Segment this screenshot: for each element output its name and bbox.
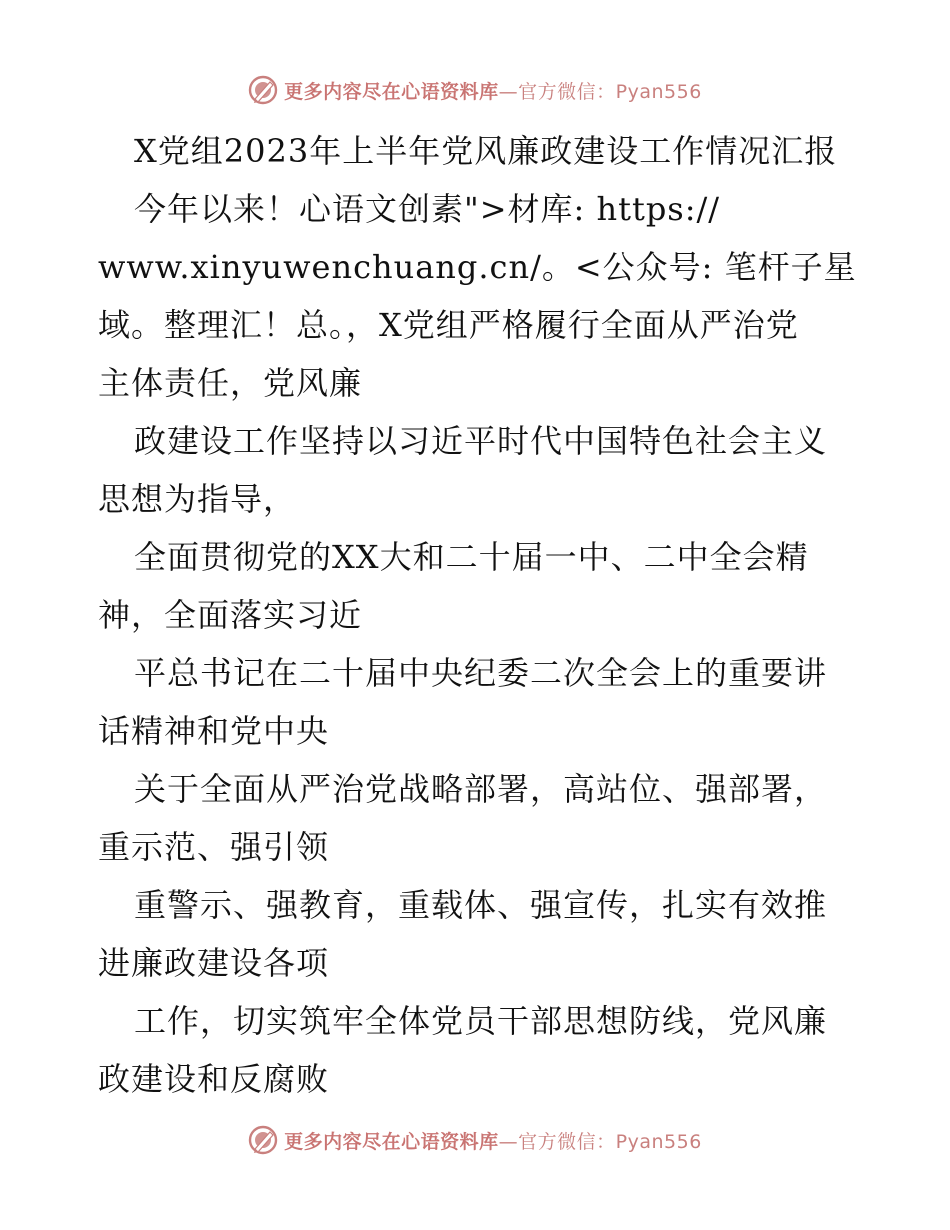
text-line: 工作，切实筑牢全体党员干部思想防线，党风廉 — [134, 1002, 828, 1040]
pen-seal-icon — [248, 75, 278, 105]
document-body — [98, 122, 868, 1108]
watermark-site-text: 更多内容尽在心语资料库 — [284, 1130, 499, 1153]
text-line: 主体责任，党风廉 — [98, 364, 363, 402]
text-line: 平总书记在二十届中央纪委二次全会上的重要讲 — [134, 654, 828, 692]
text-line: 进廉政建设各项 — [98, 944, 330, 982]
text-line: 思想为指导， — [98, 480, 297, 518]
document-title: X党组2023年上半年党风廉政建设工作情况汇报 — [134, 132, 838, 170]
watermark-site-text: 更多内容尽在心语资料库 — [284, 80, 499, 103]
text-line: 话精神和党中央 — [98, 712, 330, 750]
text-line: 政建设和反腐败 — [98, 1060, 330, 1098]
text-line: 域。整理汇！总。，X党组严格履行全面从严治党 — [98, 306, 799, 344]
pen-seal-icon — [248, 1125, 278, 1155]
watermark-official-text: —官方微信：Pyan556 — [498, 80, 702, 103]
text-line: 关于全面从严治党战略部署，高站位、强部署， — [134, 770, 828, 808]
text-line: www.xinyuwenchuang.cn/。<公众号: 笔杆子星 — [98, 248, 857, 286]
text-line: 重示范、强引领 — [98, 828, 330, 866]
text-line: 政建设工作坚持以习近平时代中国特色社会主义 — [134, 422, 828, 460]
footer-watermark — [0, 1120, 950, 1160]
watermark-official-text: —官方微信：Pyan556 — [498, 1130, 702, 1153]
text-line: 神，全面落实习近 — [98, 596, 363, 634]
text-line: 全面贯彻党的XX大和二十届一中、二中全会精 — [134, 538, 809, 576]
text-line: 今年以来！心语文创素">材库: https:// — [134, 190, 721, 228]
header-watermark — [0, 70, 950, 110]
text-line: 重警示、强教育，重载体、强宣传，扎实有效推 — [134, 886, 828, 924]
